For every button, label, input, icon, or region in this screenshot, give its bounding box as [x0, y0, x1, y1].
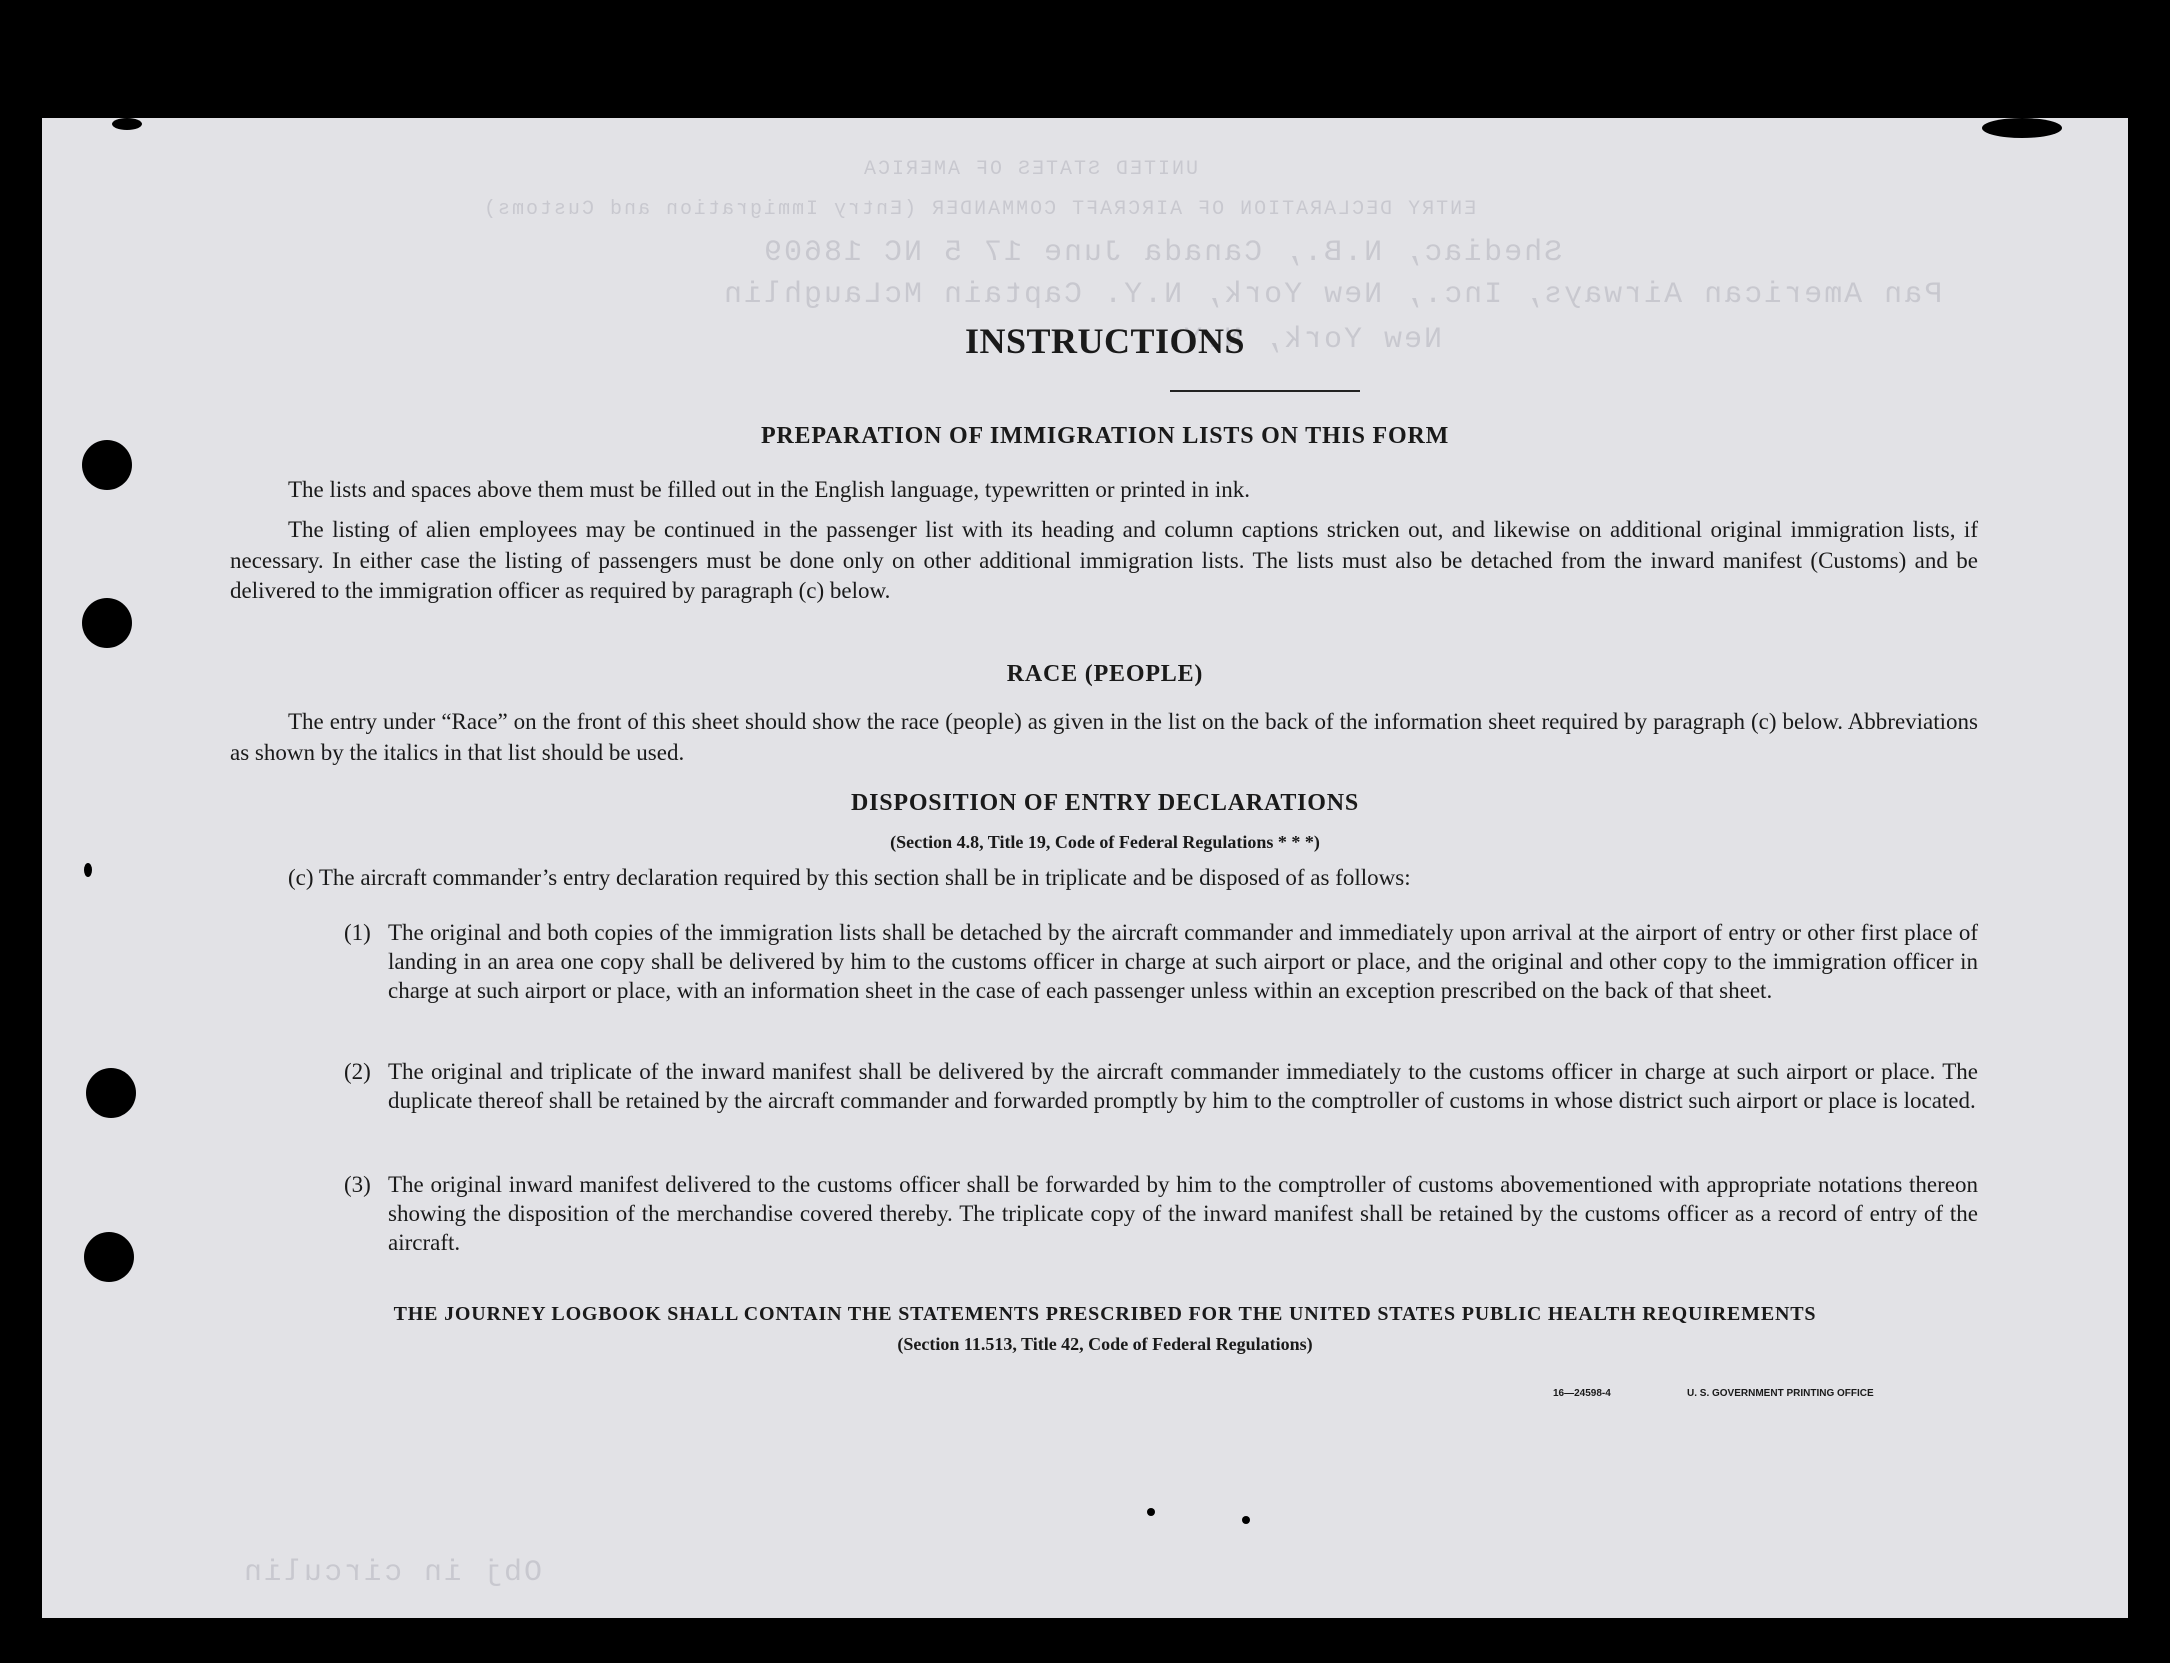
page-title: INSTRUCTIONS — [964, 321, 1246, 361]
bleed-through-line: Shediac, N.B., Canada June 17 5 NC 18609 — [762, 236, 1563, 270]
binder-hole — [82, 598, 132, 648]
speck — [84, 863, 92, 877]
speck — [1242, 1516, 1250, 1524]
form-number: 16—24598-4 — [1553, 1388, 1611, 1399]
speck — [1147, 1508, 1155, 1516]
binder-hole — [86, 1068, 136, 1118]
bleed-through-line: UNITED STATES OF AMERICA — [862, 158, 1199, 181]
section-heading-preparation: PREPARATION OF IMMIGRATION LISTS ON THIS FORM — [760, 423, 1450, 449]
footer-citation: (Section 11.513, Title 42, Code of Federal Regulations) — [897, 1334, 1313, 1354]
list-item-number: (1) — [344, 920, 371, 945]
list-item-number: (2) — [344, 1059, 371, 1084]
printer-imprint: U. S. GOVERNMENT PRINTING OFFICE — [1687, 1388, 1874, 1399]
bleed-through-line: Obj in circulin — [242, 1556, 543, 1590]
bleed-through-line: Pan American Airways, Inc., New York, N.Y. Captain McLaughlin — [722, 278, 1943, 312]
bleed-through-line: ENTRY DECLARATION OF AIRCRAFT COMMANDER (Entry Immigration and Customs) — [482, 198, 1477, 221]
document-page — [42, 118, 2128, 1618]
paragraph: The entry under “Race” on the front of this sheet should show the race (people) as given in the list on the back of the information sheet required by paragraph (c) below. Abbreviations as shown by the italics in that list should be used. — [230, 709, 1978, 765]
paragraph: The listing of alien employees may be continued in the passenger list with its heading and column captions stricken out, and likewise on additional original immigration lists, if necessary. In either case the listing of passengers must be done only on other additional immigration lists. The lists must also be detached from the inward manifest (Customs) and be delivered to the immigration officer as required by paragraph (c) below. — [230, 517, 1978, 603]
paragraph: (c) The aircraft commander’s entry declaration required by this section shall be in triplicate and be disposed of as follows: — [288, 865, 1411, 890]
section-heading-disposition: DISPOSITION OF ENTRY DECLARATIONS — [850, 790, 1360, 816]
public-health-statement: THE JOURNEY LOGBOOK SHALL CONTAIN THE STATEMENTS PRESCRIBED FOR THE UNITED STATES PUBLIC HEALTH REQUIREMENTS — [393, 1303, 1817, 1325]
list-item-text: The original and both copies of the immigration lists shall be detached by the aircraft commander and immediately upon arrival at the airport of entry or other first place of landing in an area one copy shall be delivered by him to the customs officer in charge at such airport or place, and the original and other copy to the immigration officer in charge at such airport or place, with an information sheet in the case of each passenger unless within an exception prescribed on the back of that sheet. — [388, 920, 1978, 1003]
list-item-text: The original inward manifest delivered to the customs officer shall be forwarded by him to the comptroller of customs abovementioned with appropriate notations thereon showing the disposition of the merchandise covered thereby. The triplicate copy of the inward manifest shall be retained by the customs officer as a record of entry of the aircraft. — [388, 1172, 1978, 1255]
speck — [112, 118, 142, 130]
speck — [1982, 118, 2062, 138]
list-item — [344, 1057, 1978, 1115]
title-underline — [1170, 390, 1360, 392]
list-item-number: (3) — [344, 1172, 371, 1197]
binder-hole — [84, 1232, 134, 1282]
paragraph: The lists and spaces above them must be filled out in the English language, typewritten or printed in ink. — [288, 477, 1250, 502]
section-citation: (Section 4.8, Title 19, Code of Federal Regulations * * *) — [890, 832, 1320, 852]
section-heading-race: RACE (PEOPLE) — [1006, 661, 1204, 687]
list-item — [344, 918, 1978, 1005]
bleed-through-line: New York, N.Y. — [1162, 323, 1443, 357]
binder-hole — [82, 440, 132, 490]
list-item — [344, 1170, 1978, 1257]
list-item-text: The original and triplicate of the inward manifest shall be delivered by the aircraft commander immediately to the customs officer in charge at such airport or place. The duplicate thereof shall be retained by the aircraft commander and forwarded promptly by him to the comptroller of customs in whose district such airport or place is located. — [388, 1059, 1978, 1113]
